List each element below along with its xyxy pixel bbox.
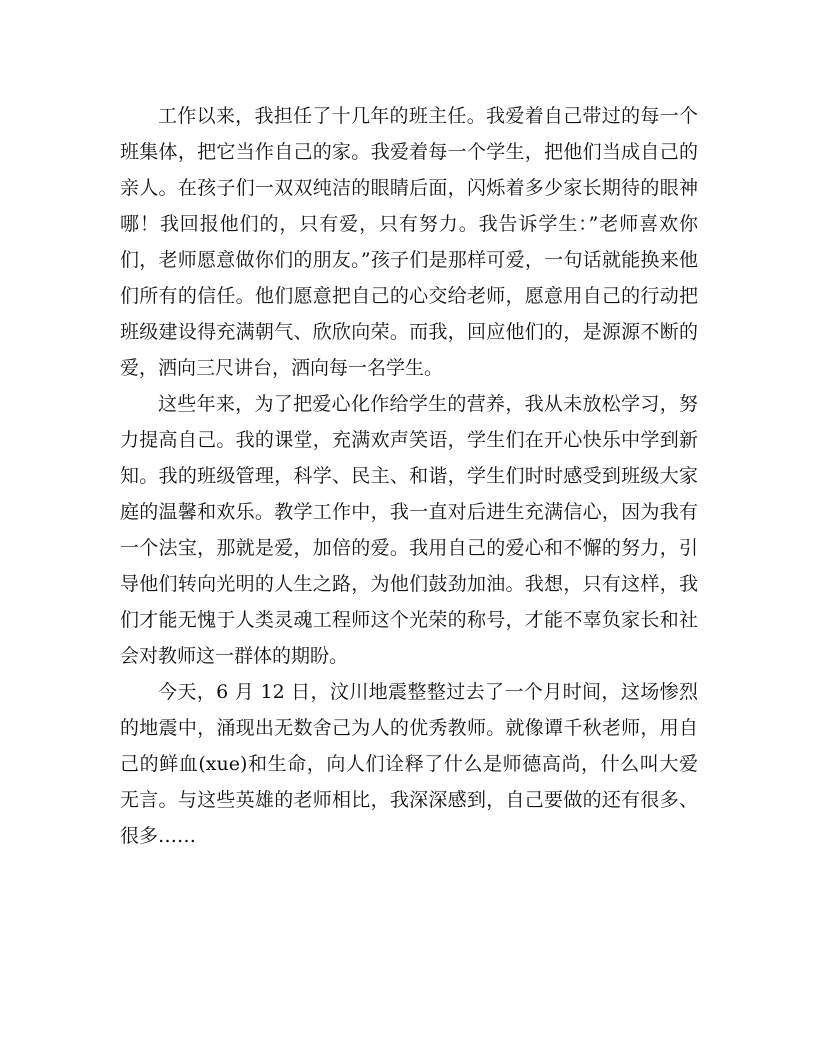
- document-body: [120, 98, 698, 854]
- paragraph-1: 工作以来，我担任了十几年的班主任。我爱着自己带过的每一个班集体，把它当作自己的家。我爱着每一个学生，把他们当成自己的亲人。在孩子们一双双纯洁的眼睛后面，闪烁着多少家长期待的眼神哪！我回报他们的，只有爱，只有努力。我告诉学生：”老师喜欢你们，老师愿意做你们的朋友。”孩子们是那样可爱，一句话就能换来他们所有的信任。他们愿意把自己的心交给老师，愿意用自己的行动把班级建设得充满朝气、欣欣向荣。而我，回应他们的，是源源不断的爱，洒向三尺讲台，洒向每一名学生。: [120, 105, 698, 379]
- paragraph-3: 今天，6 月 12 日，汶川地震整整过去了一个月时间，这场惨烈的地震中，涌现出无数舍己为人的优秀教师。就像谭千秋老师，用自己的鲜血(xue)和生命，向人们诠释了什么是师德高尚，什么叫大爱无言。与这些英雄的老师相比，我深深感到，自己要做的还有很多、很多……: [120, 681, 698, 847]
- paragraph-2: 这些年来，为了把爱心化作给学生的营养，我从未放松学习，努力提高自己。我的课堂，充满欢声笑语，学生们在开心快乐中学到新知。我的班级管理，科学、民主、和谐，学生们时时感受到班级大家庭的温馨和欢乐。教学工作中，我一直对后进生充满信心，因为我有一个法宝，那就是爱，加倍的爱。我用自己的爱心和不懈的努力，引导他们转向光明的人生之路，为他们鼓劲加油。我想，只有这样，我们才能无愧于人类灵魂工程师这个光荣的称号，才能不辜负家长和社会对教师这一群体的期盼。: [120, 393, 698, 667]
